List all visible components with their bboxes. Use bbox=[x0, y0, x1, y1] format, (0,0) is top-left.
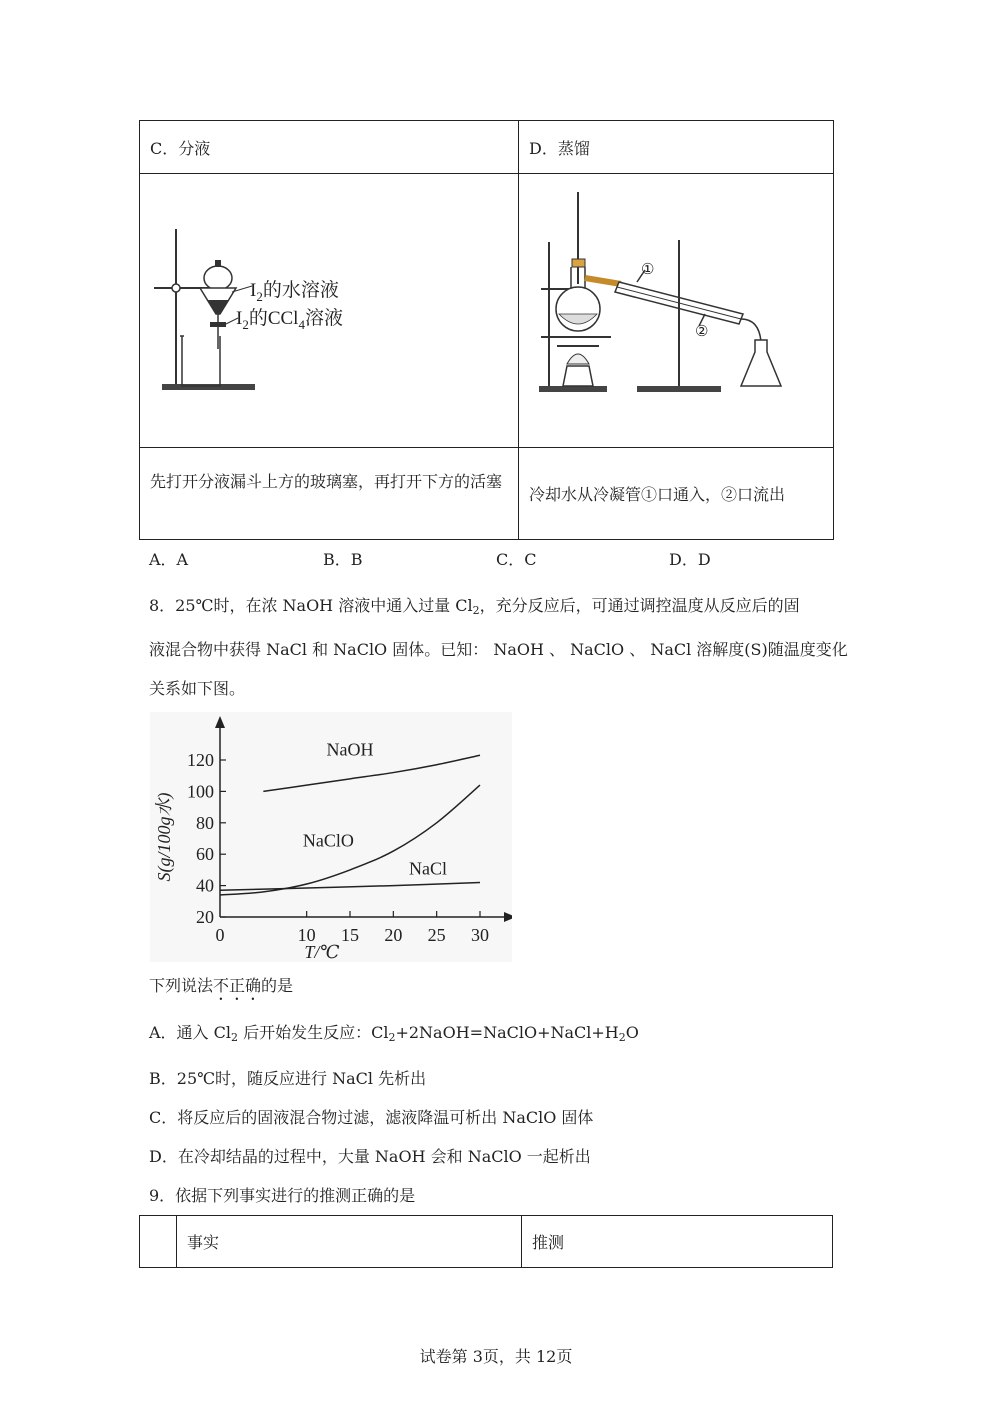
series-label-naclo: NaClO bbox=[302, 830, 354, 851]
q9-inference-header: 推测 bbox=[532, 1233, 565, 1252]
d-description: 冷却水从冷凝管①口通入，②口流出 bbox=[529, 485, 786, 504]
q9-fact-header-cell bbox=[177, 1216, 522, 1268]
x-tick-label: 30 bbox=[471, 925, 489, 945]
c-description: 先打开分液漏斗上方的玻璃塞，再打开下方的活塞 bbox=[150, 472, 503, 491]
y-tick-label: 60 bbox=[196, 844, 214, 865]
q9-stem: 9．依据下列事实进行的推测正确的是 bbox=[149, 1186, 416, 1205]
beaker bbox=[182, 336, 220, 386]
clamp bbox=[172, 284, 180, 292]
adapter bbox=[741, 319, 761, 342]
q9-index-cell bbox=[140, 1216, 177, 1268]
q9-inference-header-cell bbox=[522, 1216, 833, 1268]
q8-prompt: 下列说法不正确的是 bbox=[149, 976, 294, 995]
solubility-chart bbox=[150, 712, 512, 962]
c-header-cell bbox=[140, 121, 519, 174]
x-tick-label: 15 bbox=[341, 925, 359, 945]
series-label-naoh: NaOH bbox=[326, 739, 374, 760]
x-tick-label: 20 bbox=[384, 925, 403, 945]
port-1-label: ① bbox=[641, 262, 655, 278]
c-figure-cell bbox=[140, 174, 519, 448]
alcohol-lamp bbox=[563, 366, 593, 386]
label-aqueous: $I_2$的水溶液 bbox=[250, 280, 339, 304]
y-tick-label: 80 bbox=[196, 812, 214, 833]
right-stand-base bbox=[637, 386, 721, 392]
q8-stem-line2: 液混合物中获得 NaCl 和 NaClO 固体。已知： NaOH 、 NaClO 、 NaCl 溶解度(S)随温度变化 bbox=[149, 640, 848, 659]
d-figure-cell bbox=[519, 174, 834, 448]
q7-table bbox=[139, 120, 834, 540]
x-tick-label: 0 bbox=[215, 925, 225, 945]
x-axis-label: T/℃ bbox=[304, 942, 340, 962]
q8-option-c: C．将反应后的固液混合物过滤，滤液降温可析出 NaClO 固体 bbox=[149, 1108, 594, 1127]
q9-fact-header: 事实 bbox=[187, 1233, 220, 1252]
series-label-nacl: NaCl bbox=[409, 858, 447, 879]
x-tick-label: 25 bbox=[427, 925, 446, 945]
q8-option-b: B．25℃时，随反应进行 NaCl 先析出 bbox=[149, 1069, 427, 1088]
y-tick-label: 40 bbox=[196, 875, 214, 896]
q7-option-c: C．C bbox=[496, 550, 537, 569]
label-ccl4: $I_2$的CCl$_4$溶液 bbox=[236, 308, 343, 332]
page-footer: 试卷第 3页，共 12页 bbox=[419, 1347, 573, 1366]
funnel-bulb bbox=[204, 266, 232, 290]
left-stand-base bbox=[539, 386, 607, 392]
stand-base bbox=[162, 384, 255, 390]
y-tick-label: 20 bbox=[196, 907, 214, 927]
q8-stem-line1: 8．25℃时，在浓 NaOH 溶液中通入过量 $Cl_2$，充分反应后，可通过调控温度从反应后的固 bbox=[149, 596, 800, 617]
thermometer-stopper bbox=[572, 259, 585, 267]
q7-option-d: D．D bbox=[669, 550, 711, 569]
q7-option-a: A．A bbox=[149, 550, 189, 569]
x-tick-label: 10 bbox=[297, 925, 316, 945]
q8-stem-line3: 关系如下图。 bbox=[149, 679, 246, 698]
funnel-stopper bbox=[215, 260, 221, 267]
q8-option-d: D．在冷却结晶的过程中，大量 NaOH 会和 NaClO 一起析出 bbox=[149, 1147, 591, 1166]
distillation-figure bbox=[519, 174, 833, 447]
burner-flame bbox=[567, 354, 589, 364]
y-tick-label: 120 bbox=[187, 750, 214, 770]
d-header-cell bbox=[519, 121, 834, 174]
port-2-label: ② bbox=[695, 324, 709, 340]
d-header: D．蒸馏 bbox=[529, 138, 590, 158]
y-axis-label: S(g/100g水) bbox=[154, 792, 174, 882]
c-header: C．分液 bbox=[150, 138, 211, 158]
separatory-funnel-figure bbox=[140, 174, 518, 447]
c-desc-cell bbox=[140, 448, 519, 540]
receiving-flask bbox=[741, 340, 781, 386]
q9-table bbox=[139, 1215, 833, 1268]
d-desc-cell bbox=[519, 448, 834, 540]
y-tick-label: 100 bbox=[187, 781, 214, 802]
q7-option-b: B．B bbox=[323, 550, 363, 569]
q8-option-a: A．通入 $Cl_2$ 后开始发生反应：$Cl_2+2NaOH=NaClO+NaCl+H_2O$ bbox=[149, 1023, 639, 1044]
side-arm-tube bbox=[585, 278, 621, 284]
